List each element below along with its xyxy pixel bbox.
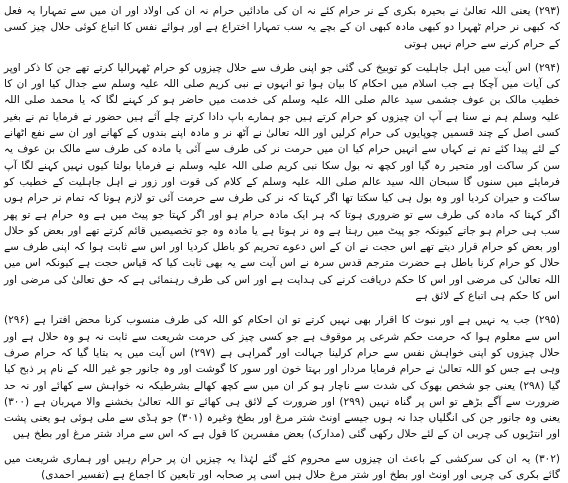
footnote-302: (۳۰۲) یہ ان کی سرکشی کے باعث ان چیزوں سے محروم کئے گئے لہٰذا یہ چیزیں ان پر حرام رہیں اور ہماری شریعت میں گائے بکری کی چربی اور اونٹ اور بطخ اور شتر مرغ حلال ہیں اسی پر صحابہ اور تابعین کا اجماع ہے (تفسیر احمدی) [4,452,560,482]
footnote-295-301: (۲۹۵) جب یہ نہیں ہے اور نبوت کا اقرار بھی نہیں کرتے تو ان احکام کو اللہ کی طرف منسوب کرنا محض افترا ہے (۲۹۶) اس سے معلوم ہوا کہ حرمت حکم شرعی پر موقوف ہے جو کسی چیز کی حرمت شریعت سے ثابت نہ ہو وہ حلال ہے اور حلال چیزوں کو اپنی خواہش نفس سے حرام کرلینا جہالت اور گمراہی ہے (۲۹۷) اس آیت میں یہ بتایا گیا کہ حرام صرف وہی ہے جس کو اللہ تعالیٰ نے حرام فرمایا مردار اور بہتا خون اور سور کا گوشت اور وہ جانور جو غیر اللہ کے نام پر ذبح کیا گیا (۲۹۸) یعنی جو شخص بھوک کی شدت سے ناچار ہو کر ان میں سے کچھ کھالے بشرطیکہ نہ خواہش سے کھائے اور نہ حد ضرورت سے آگے بڑھے تو اس پر گناہ نہیں (۲۹۹) اور ضرورت کے لائق ہی کھائے تو اللہ تعالیٰ بخشنے والا مہربان ہے (۳۰۰) یعنی وہ جانور جن کی انگلیاں جدا نہ ہوں جیسے اونٹ شتر مرغ اور بطخ وغیرہ (۳۰۱) جو ہڈی سے ملی ہوئی ہو یعنی پشت اور انتڑیوں کی چربی ان کے لئے حلال رکھی گئی (مدارک) بعض مفسرین کا قول ہے کہ اس سے مراد شتر مرغ اور بطخ ہیں [4,314,561,441]
commentary-page [4,3,561,482]
footnote-293: (۲۹۳) یعنی اللہ تعالیٰ نے بحیرہ بکری کے نر حرام کئے نہ ان کی مادائیں حرام نہ ان کی اولاد اور ان میں سے تمہارا یہ فعل کہ کبھی نر حرام ٹھہرا دو کبھی مادہ کبھی ان کے بچے یہ سب تمہارا اختراع ہے اور ہوائے نفس کا اتباع کوئی حلال چیز کسی کے حرام کرنے سے حرام نہیں ہوتی [4,5,560,50]
footnote-294: (۲۹۴) اس آیت میں اہل جاہلیت کو توبیخ کی گئی جو اپنی طرف سے حلال چیزوں کو حرام ٹھہرالیا کرتے تھے جن کا ذکر اوپر کی آیات میں آچکا ہے جب اسلام میں احکام کا بیان ہوا تو انہوں نے نبی کریم صلی اللہ علیہ وسلم سے جدال کیا اور ان کا خطیب مالک بن عوف جشمی سید عالم صلی اللہ علیہ وسلم کی خدمت میں حاضر ہو کر کہنے لگا کہ یا محمد صلی اللہ علیہ وسلم ہم نے سنا ہے آپ ان چیزوں کو حرام کرتے ہیں جو ہمارے باپ دادا کرتے چلے آئے ہیں حضور نے فرمایا تم نے بغیر کسی اصل کے چند قسمیں چوپایوں کی حرام کرلیں اور اللہ تعالیٰ نے آٹھ نر و مادہ اپنے بندوں کے کھانے اور ان سے نفع اٹھانے کے لئے پیدا کئے تم نے کہاں سے انہیں حرام کیا ان میں حرمت نر کی طرف سے آئی یا مادہ کی طرف سے مالک بن عوف یہ سن کر ساکت اور متحیر رہ گیا اور کچھ نہ بول سکا نبی کریم صلی اللہ علیہ وسلم نے فرمایا بولتا کیوں نہیں کہنے لگا آپ فرمایئے میں سنوں گا سبحان اللہ سید عالم صلی اللہ علیہ وسلم کے کلام کی قوت اور زور نے اہل جاہلیت کے خطیب کو ساکت و حیران کردیا اور وہ بول ہی کیا سکتا تھا اگر کہتا کہ نر کی طرف سے حرمت آئی تو لازم ہوتا کہ تمام نر حرام ہوں اگر کہتا کہ مادہ کی طرف سے تو ضروری ہوتا کہ ہر ایک مادہ حرام ہو اور اگر کہتا جو پیٹ میں ہے وہ حرام ہے تو پھر سب ہی حرام ہو جاتے کیونکہ جو پیٹ میں رہتا ہے وہ نر ہوتا ہے یا مادہ وہ جو تخصیصیں قائم کرتے تھے اور بعض کو حلال اور بعض کو حرام قرار دیتے تھے اس حجت نے ان کے اس دعوے تحریم کو باطل کردیا اور اس سے ثابت ہوا کہ اپنی طرف سے حلال کو حرام کرنا باطل ہے حضرت مترجم قدس سرہ نے اس آیت سے یہ بھی ثابت کیا کہ قیاس حجت ہے کیونکہ اس میں اللہ تعالیٰ کی مرضی اور اس کا حکم دریافت کرنے کی ہدایت ہے اور اس کی طرف رہنمائی ہے کہ حق تعالیٰ کی مرضی اور اس کا حکم ہی اتباع کے لائق ہے [4,61,560,303]
